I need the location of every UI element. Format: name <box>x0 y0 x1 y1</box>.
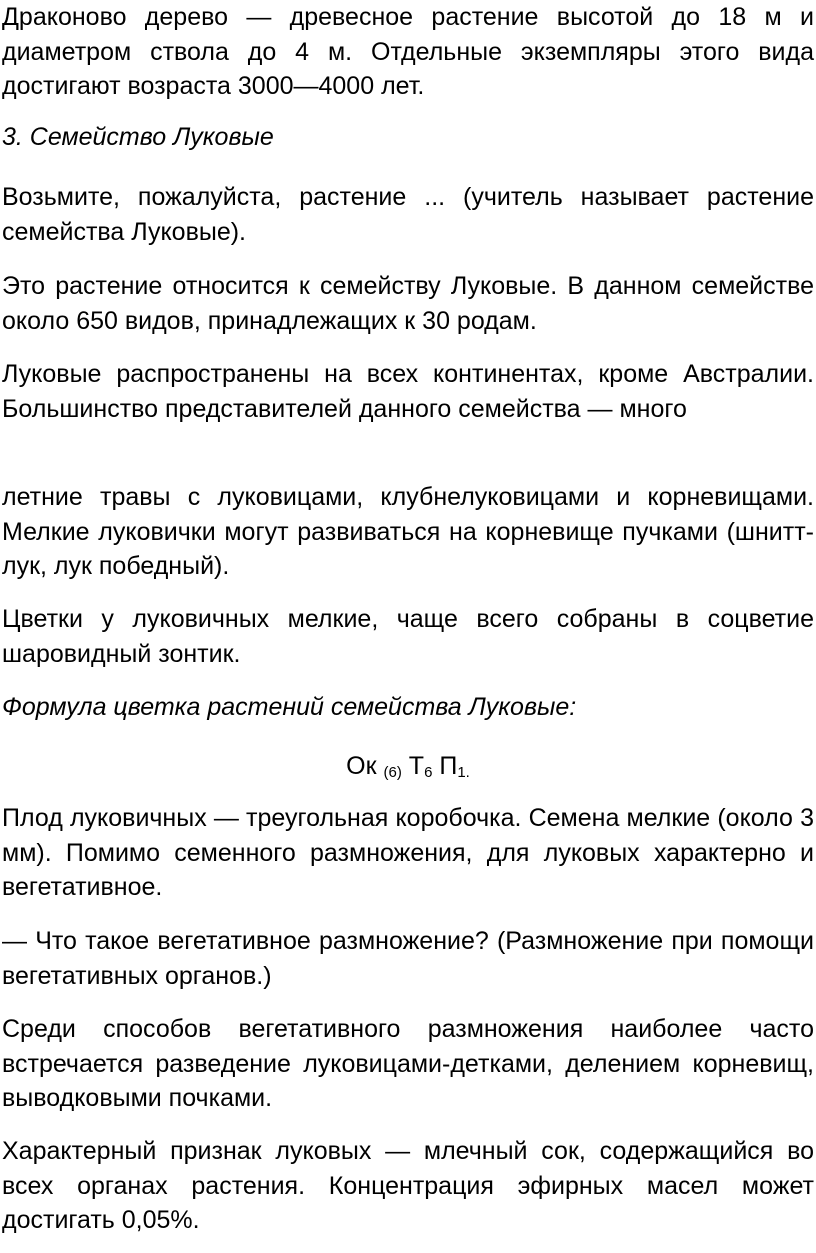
paragraph-dragon-tree: Драконово дерево — древесное растение высотой до 18 м и диаметром ствола до 4 м. Отдельные экземпляры этого вида достигают возраста 3000—4000 лет. <box>2 3 814 100</box>
formula-perianth: Ок <box>346 752 377 780</box>
paragraph-distribution: Луковые распространены на всех континентах, кроме Австралии. Большинство представителей данного семейства — много <box>2 360 814 423</box>
paragraph-question: — Что такое вегетативное размножение? (Размножение при помощи вегетативных органов.) <box>2 927 814 990</box>
paragraph-bulbs: летние травы с луковицами, клубнелуковицами и корневищами. Мелкие луковички могут развиваться на корневище пучками (шнитт-лук, лук победный). <box>2 483 814 580</box>
paragraph-milky-sap: Характерный признак луковых — млечный сок, содержащийся во всех органах растения. Концентрация эфирных масел может достигать 0,05%. <box>2 1137 814 1234</box>
paragraph-vegetative-methods: Среди способов вегетативного размножения наиболее часто встречается разведение луковицами-детками, делением корневищ, выводковыми почками. <box>2 1015 814 1112</box>
section-heading-alliaceae: 3. Семейство Луковые <box>2 123 274 151</box>
formula-pistil-count: 1. <box>457 764 470 781</box>
paragraph-flowers: Цветки у луковичных мелкие, чаще всего собраны в соцветие шаровидный зонтик. <box>2 605 814 668</box>
formula-pistil: П <box>439 752 458 780</box>
paragraph-take-plant: Возьмите, пожалуйста, растение ... (учитель называет растение семейства Луковые). <box>2 183 814 246</box>
formula-perianth-count: (6) <box>383 764 402 781</box>
paragraph-fruit: Плод луковичных — треугольная коробочка. Семена мелкие (около 3 мм). Помимо семенного размножения, для луковых характерно и вегетативное. <box>2 804 814 901</box>
formula-heading: Формула цветка растений семейства Луковые: <box>2 693 577 721</box>
flower-formula <box>2 749 814 784</box>
paragraph-family-species: Это растение относится к семейству Луковые. В данном семействе около 650 видов, принадлежащих к 30 родам. <box>2 272 814 335</box>
formula-stamens: Т <box>408 752 425 780</box>
formula-stamens-count: 6 <box>424 764 433 781</box>
